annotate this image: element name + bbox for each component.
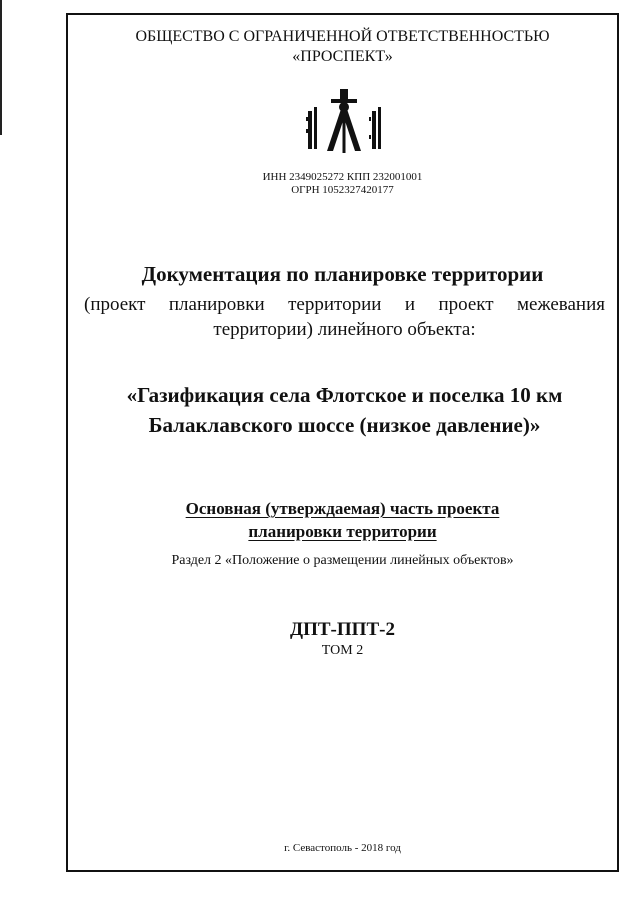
organization-name-line-1: ОБЩЕСТВО С ОГРАНИЧЕННОЙ ОТВЕТСТВЕННОСТЬЮ	[135, 28, 550, 45]
organization-name	[68, 27, 617, 67]
part-title-line-1: Основная (утверждаемая) часть проекта	[185, 499, 500, 518]
ogrn-text: ОГРН 1052327420177	[291, 184, 394, 196]
section-heading: Раздел 2 «Положение о размещении линейных объектов»	[171, 553, 514, 568]
document-code: ДПТ-ППТ-2	[290, 619, 395, 640]
surveying-tripod-icon	[304, 87, 384, 155]
city-year-footer: г. Севастополь - 2018 год	[284, 842, 401, 854]
document-subtitle: (проект планировки территории и проект межевания территории) линейного объекта:	[84, 294, 605, 340]
linear-object-name: «Газификация села Флотское и поселка 10 км Балаклавского шоссе (низкое давление)»	[126, 383, 563, 437]
part-title	[68, 497, 617, 543]
volume-number: ТОМ 2	[321, 643, 364, 658]
organization-name-line-2: «ПРОСПЕКТ»	[292, 48, 393, 65]
company-identifiers	[68, 171, 617, 197]
inn-kpp-text: ИНН 2349025272 КПП 232001001	[262, 171, 423, 183]
part-title-line-2: планировки территории	[248, 522, 437, 541]
title-page-frame	[66, 13, 619, 872]
document-title: Документация по планировке территории	[141, 262, 544, 286]
scan-edge-mark	[0, 0, 2, 135]
